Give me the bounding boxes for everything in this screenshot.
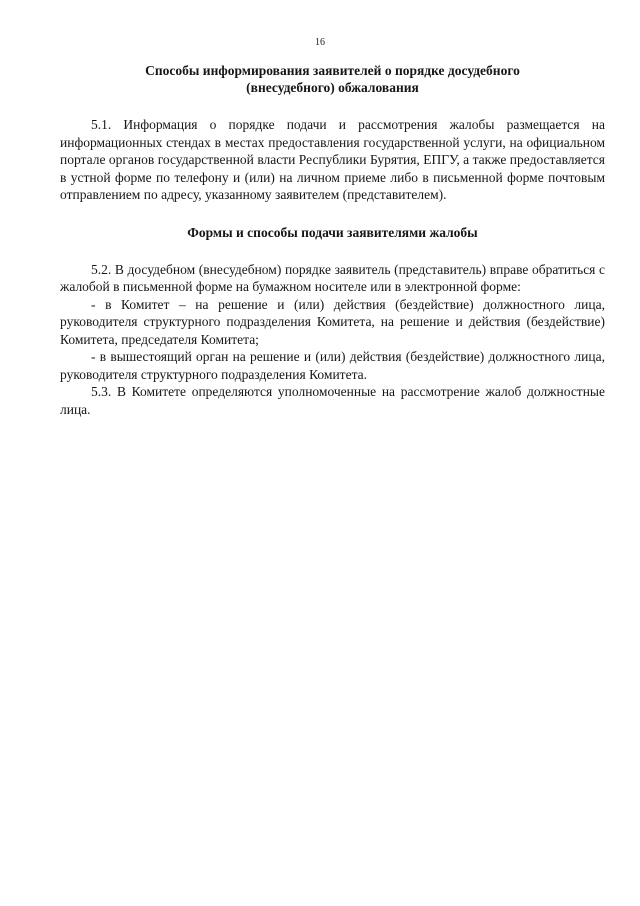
- paragraph-5-3: 5.3. В Комитете определяются уполномоченные на рассмотрение жалоб должностные лица.: [60, 384, 605, 417]
- list-item-higher-body: - в вышестоящий орган на решение и (или) действия (бездействие) должностного лица, руководителя структурного подразделения Комитета.: [60, 349, 605, 382]
- paragraph-5-2: 5.2. В досудебном (внесудебном) порядке заявитель (представитель) вправе обратиться с жалобой в письменной форме на бумажном носителе или в электронной форме:: [60, 261, 605, 294]
- page-number: 16: [315, 37, 325, 48]
- list-item-committee: - в Комитет – на решение и (или) действия (бездействие) должностного лица, руководителя структурного подразделения Комитета, на решение и действия (бездействие) Комитета, председателя Комитета;: [60, 296, 605, 347]
- section-heading-informing: [60, 62, 605, 96]
- section-heading-complaint-forms: Формы и способы подачи заявителями жалобы: [187, 224, 478, 240]
- document-body: [60, 62, 605, 418]
- paragraph-5-1: 5.1. Информация о порядке подачи и рассмотрения жалобы размещается на информационных стендах в местах предоставления государственной услуги, на официальном портале органов государственной власти Республики Бурятия, ЕПГУ, а также предоставляется в устной форме по телефону и (или) на личном приеме либо в письменной форме почтовым отправлением по адресу, указанному заявителем (представителем).: [60, 117, 605, 202]
- heading-line-2: (внесудебного) обжалования: [246, 80, 419, 95]
- heading-line-1: Способы информирования заявителей о порядке досудебного: [145, 63, 520, 78]
